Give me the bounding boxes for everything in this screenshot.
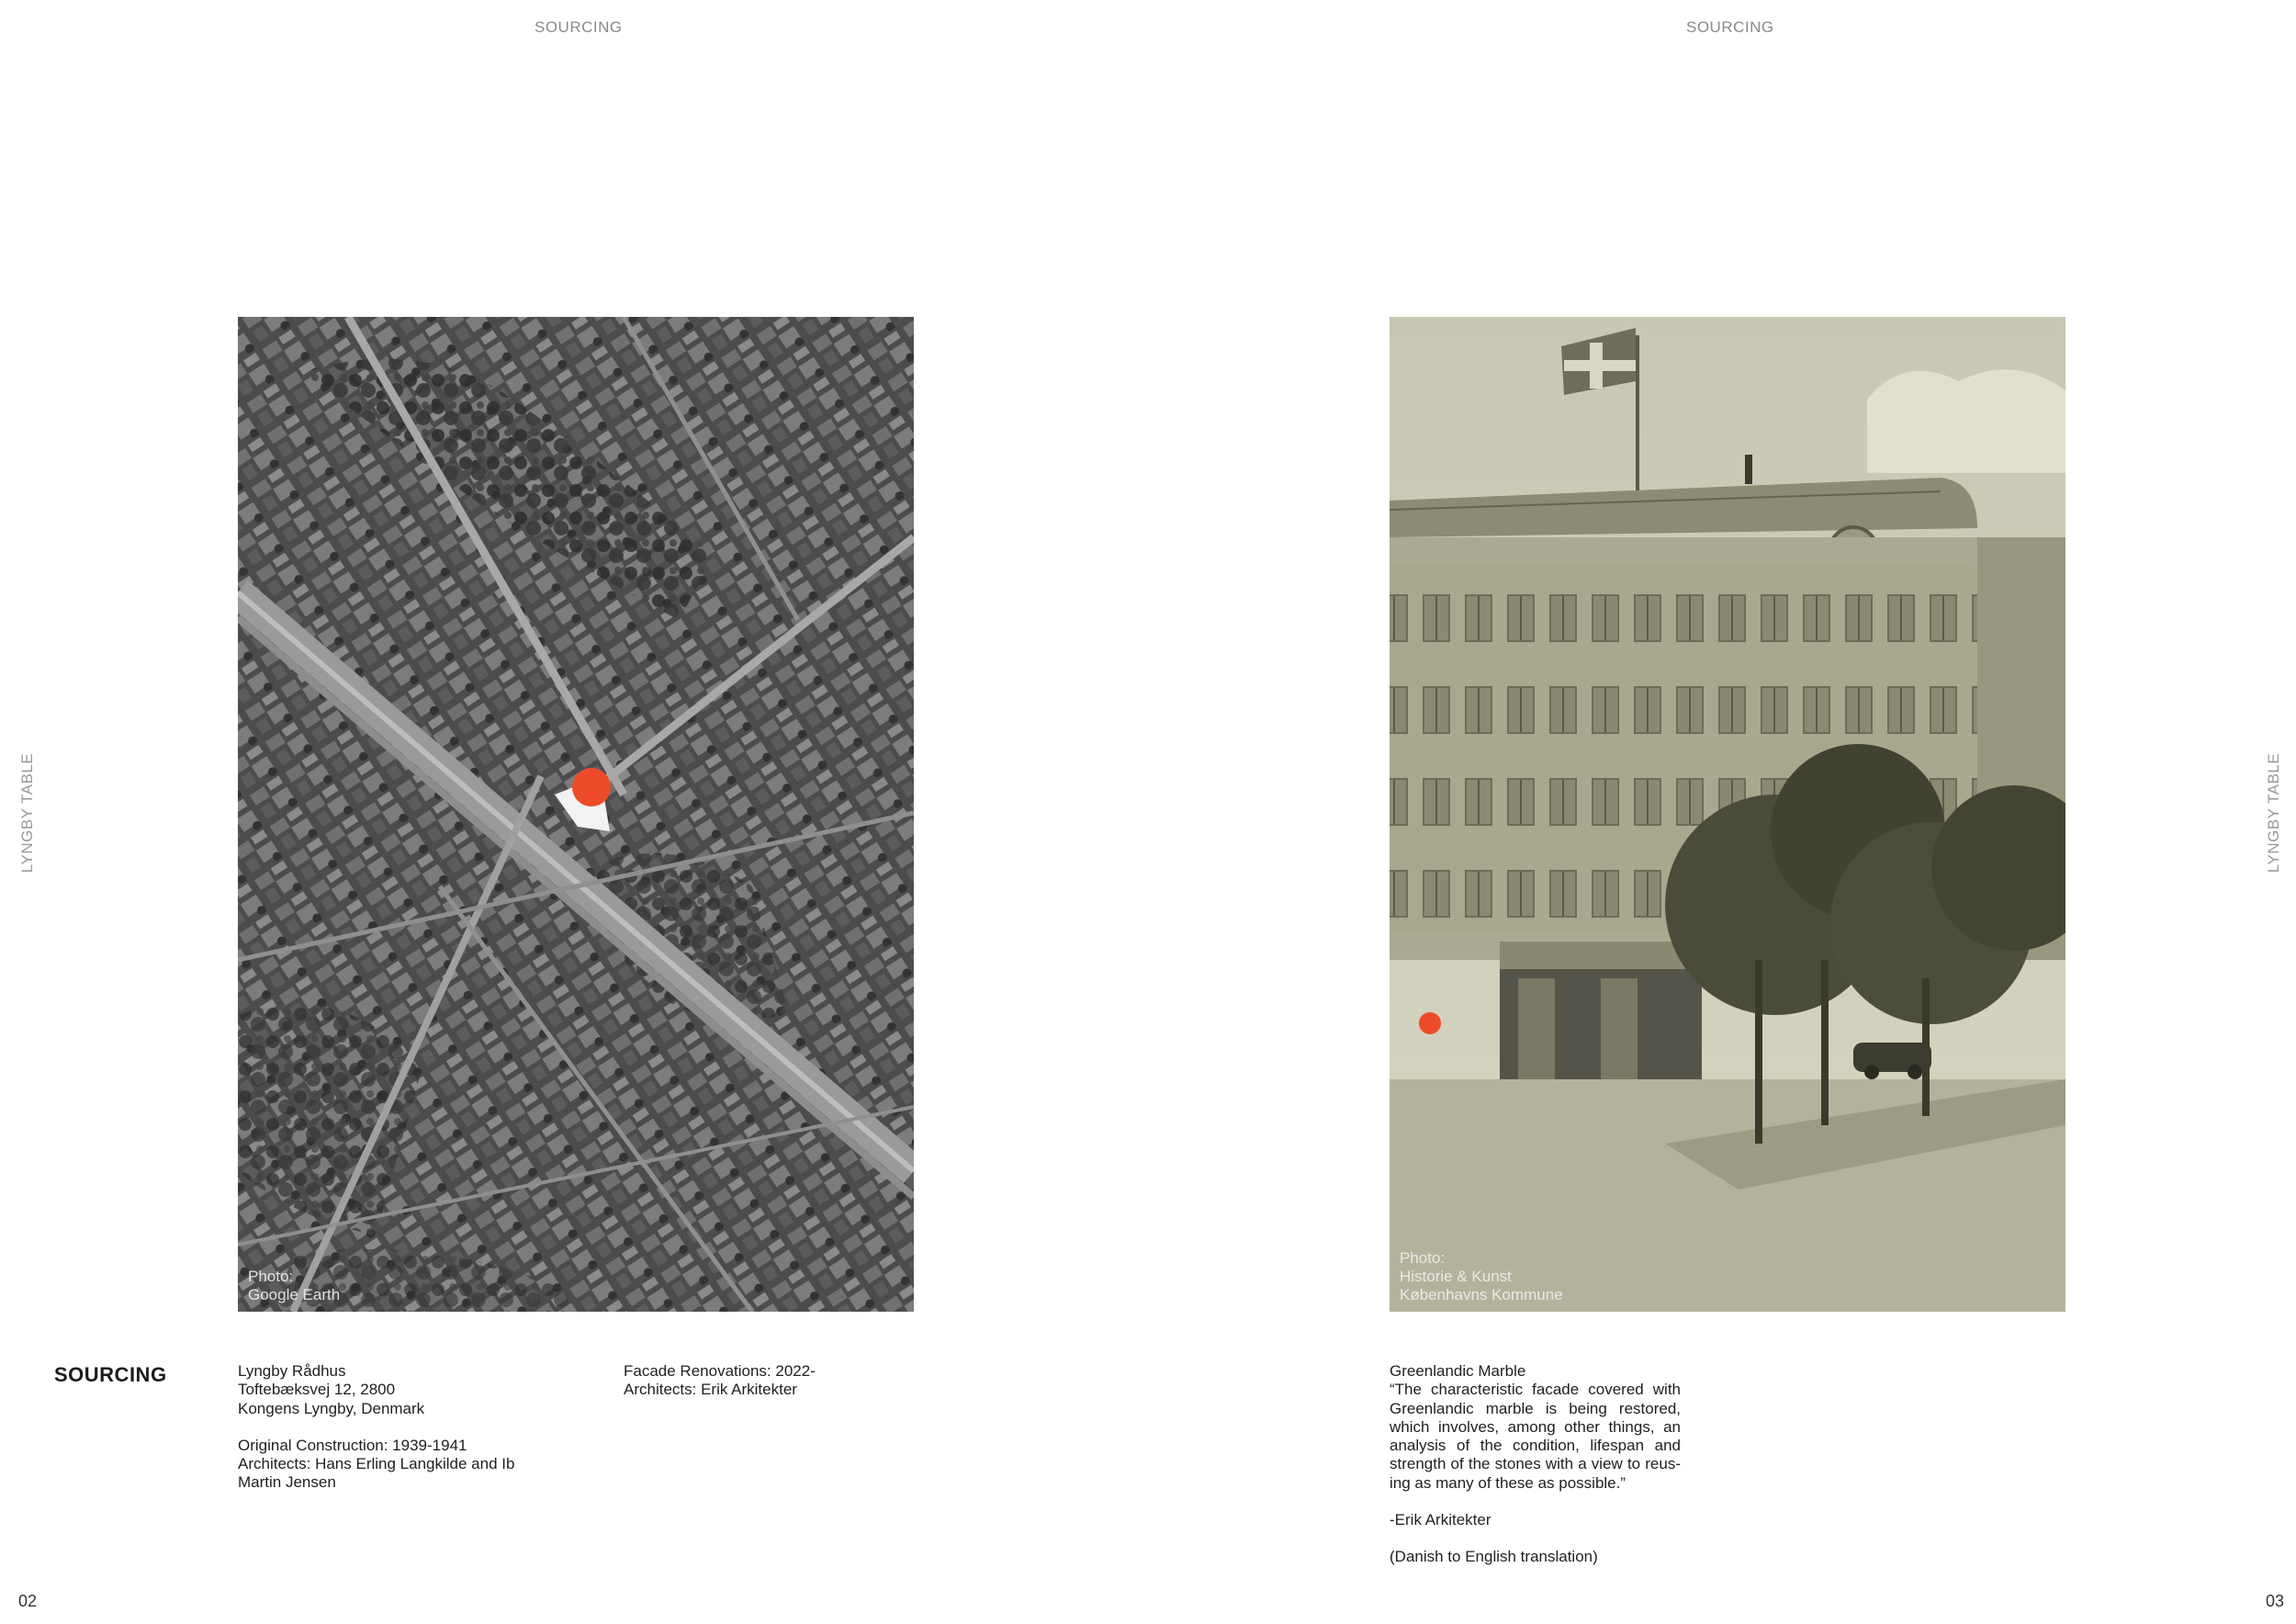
page-number-right: 03 — [2266, 1592, 2285, 1610]
building-name: Lyngby Rådhus — [238, 1362, 346, 1380]
credit-line: Google Earth — [248, 1286, 341, 1303]
historic-building-image — [1390, 317, 2065, 1312]
renovation-dates: Facade Renovations: 2022- — [624, 1362, 816, 1380]
section-title: SOURCING — [54, 1363, 167, 1386]
original-architects: Architects: Hans Erling Langkilde and Ib — [238, 1455, 515, 1473]
aerial-map-photo — [238, 317, 914, 1312]
material-block — [1390, 1362, 1681, 1567]
street-address: Toftebæksvej 12, 2800 — [238, 1381, 396, 1399]
location-marker — [572, 768, 611, 806]
aerial-map-image — [238, 317, 914, 1312]
credit-line: Historie & Kunst — [1400, 1268, 1512, 1285]
side-label-left: LYNGBY TABLE — [18, 752, 36, 874]
side-label-right: LYNGBY TABLE — [2265, 752, 2282, 874]
material-quote: “The characteristic facade covered with Greenlandic marble is being restored, which involves, among other things, an analysis of the condition, lifespan and strength of the stones with a view to reus-ing as many of these as possible.” — [1390, 1381, 1681, 1492]
historic-building-photo — [1390, 317, 2065, 1312]
renovation-block — [624, 1362, 899, 1400]
photo-credit-right — [1400, 1249, 1563, 1304]
construction-dates: Original Construction: 1939-1941 — [238, 1436, 467, 1454]
renovation-architects: Architects: Erik Arkitekter — [624, 1381, 797, 1399]
credit-line: Photo: — [248, 1268, 294, 1285]
translation-note: (Danish to English translation) — [1390, 1548, 1598, 1566]
original-architects-cont: Martin Jensen — [238, 1473, 336, 1492]
running-head-right: SOURCING — [1686, 18, 1774, 36]
page-number-left: 02 — [18, 1592, 38, 1610]
city-country: Kongens Lyngby, Denmark — [238, 1399, 425, 1417]
credit-line: Københavns Kommune — [1400, 1286, 1563, 1303]
location-marker — [1419, 1012, 1441, 1034]
credit-line: Photo: — [1400, 1249, 1446, 1267]
running-head-left: SOURCING — [535, 18, 623, 36]
material-title: Greenlandic Marble — [1390, 1362, 1526, 1380]
quote-attribution: -Erik Arkitekter — [1390, 1511, 1491, 1529]
photo-credit-left — [248, 1268, 340, 1304]
address-block — [238, 1362, 541, 1493]
